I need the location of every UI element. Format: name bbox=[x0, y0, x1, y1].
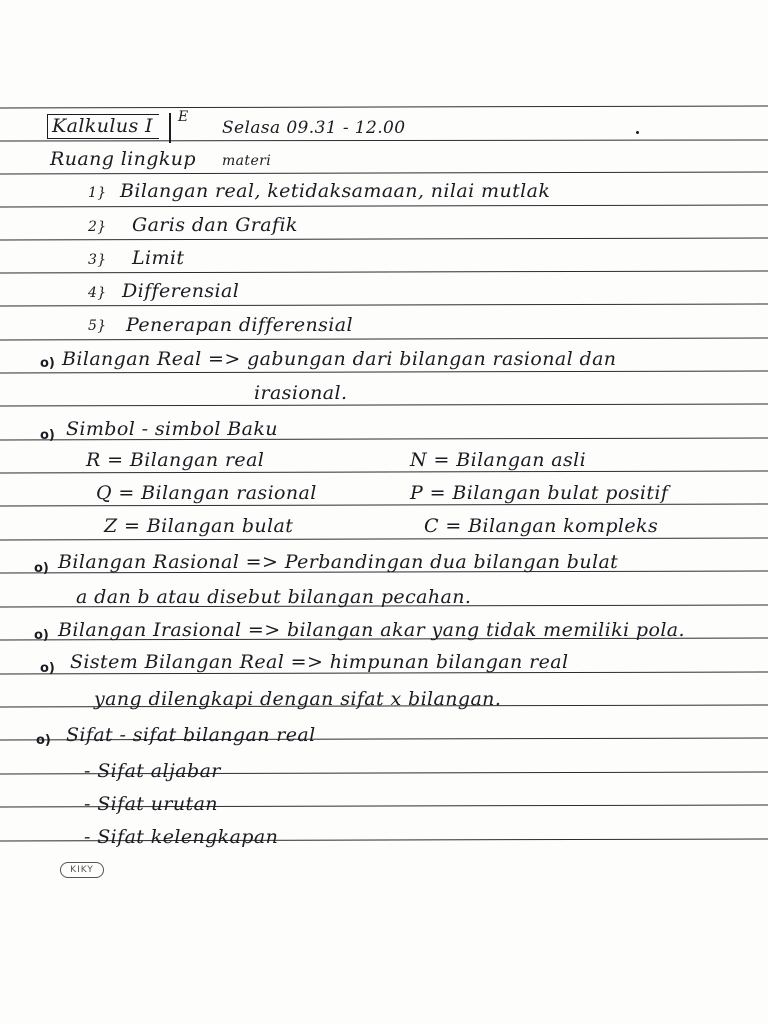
course-superscript: E bbox=[178, 109, 189, 125]
course-title: Kalkulus I bbox=[47, 114, 159, 139]
scope-item-number: 3} bbox=[88, 252, 107, 268]
scope-item-text: Limit bbox=[132, 247, 185, 269]
scope-item-number: 2} bbox=[88, 219, 107, 235]
symbols-heading: Simbol - simbol Baku bbox=[66, 418, 278, 440]
symbol-right: N = Bilangan asli bbox=[410, 449, 587, 471]
course-schedule: Selasa 09.31 - 12.00 bbox=[222, 118, 406, 138]
bullet-marker: o) bbox=[36, 733, 51, 748]
scope-item-number: 5} bbox=[88, 318, 107, 334]
irrational-definition-line: Bilangan Irasional => bilangan akar yang tidak memiliki pola. bbox=[58, 619, 685, 641]
symbol-left: Q = Bilangan rasional bbox=[96, 482, 317, 504]
scope-item-text: Garis dan Grafik bbox=[132, 214, 298, 236]
rational-definition-line: Bilangan Rasional => Perbandingan dua bilangan bulat bbox=[58, 551, 619, 573]
scope-item-text: Penerapan differensial bbox=[126, 314, 353, 336]
bullet-marker: o) bbox=[34, 628, 49, 643]
symbol-right: C = Bilangan kompleks bbox=[424, 515, 659, 537]
properties-heading: Sifat - sifat bilangan real bbox=[66, 724, 316, 746]
real-definition-line: irasional. bbox=[254, 382, 348, 404]
symbol-right: P = Bilangan bulat positif bbox=[410, 482, 669, 504]
bullet-marker: o) bbox=[40, 428, 55, 443]
property-item: - Sifat urutan bbox=[84, 793, 218, 815]
system-definition-line: Sistem Bilangan Real => himpunan bilangan real bbox=[70, 651, 569, 673]
symbol-left: Z = Bilangan bulat bbox=[104, 515, 294, 537]
bullet-marker: o) bbox=[34, 561, 49, 576]
stray-dot bbox=[636, 131, 639, 134]
scope-heading-note: materi bbox=[222, 153, 272, 169]
real-definition-line: Bilangan Real => gabungan dari bilangan rasional dan bbox=[62, 348, 617, 370]
scope-item-text: Differensial bbox=[122, 280, 240, 302]
property-item: - Sifat aljabar bbox=[84, 760, 221, 782]
symbol-left: R = Bilangan real bbox=[86, 449, 265, 471]
notebook-brand-logo: KIKY bbox=[60, 862, 104, 878]
bullet-marker: o) bbox=[40, 661, 55, 676]
scope-item-text: Bilangan real, ketidaksamaan, nilai mutlak bbox=[120, 180, 551, 202]
rational-definition-line: a dan b atau disebut bilangan pecahan. bbox=[76, 586, 472, 608]
scope-item-number: 1} bbox=[88, 185, 107, 201]
bullet-marker: o) bbox=[40, 356, 55, 371]
title-separator bbox=[169, 113, 171, 143]
system-definition-line: yang dilengkapi dengan sifat x bilangan. bbox=[94, 688, 502, 710]
scope-heading: Ruang lingkup bbox=[50, 148, 196, 170]
scope-item-number: 4} bbox=[88, 285, 107, 301]
property-item: - Sifat kelengkapan bbox=[84, 826, 279, 848]
